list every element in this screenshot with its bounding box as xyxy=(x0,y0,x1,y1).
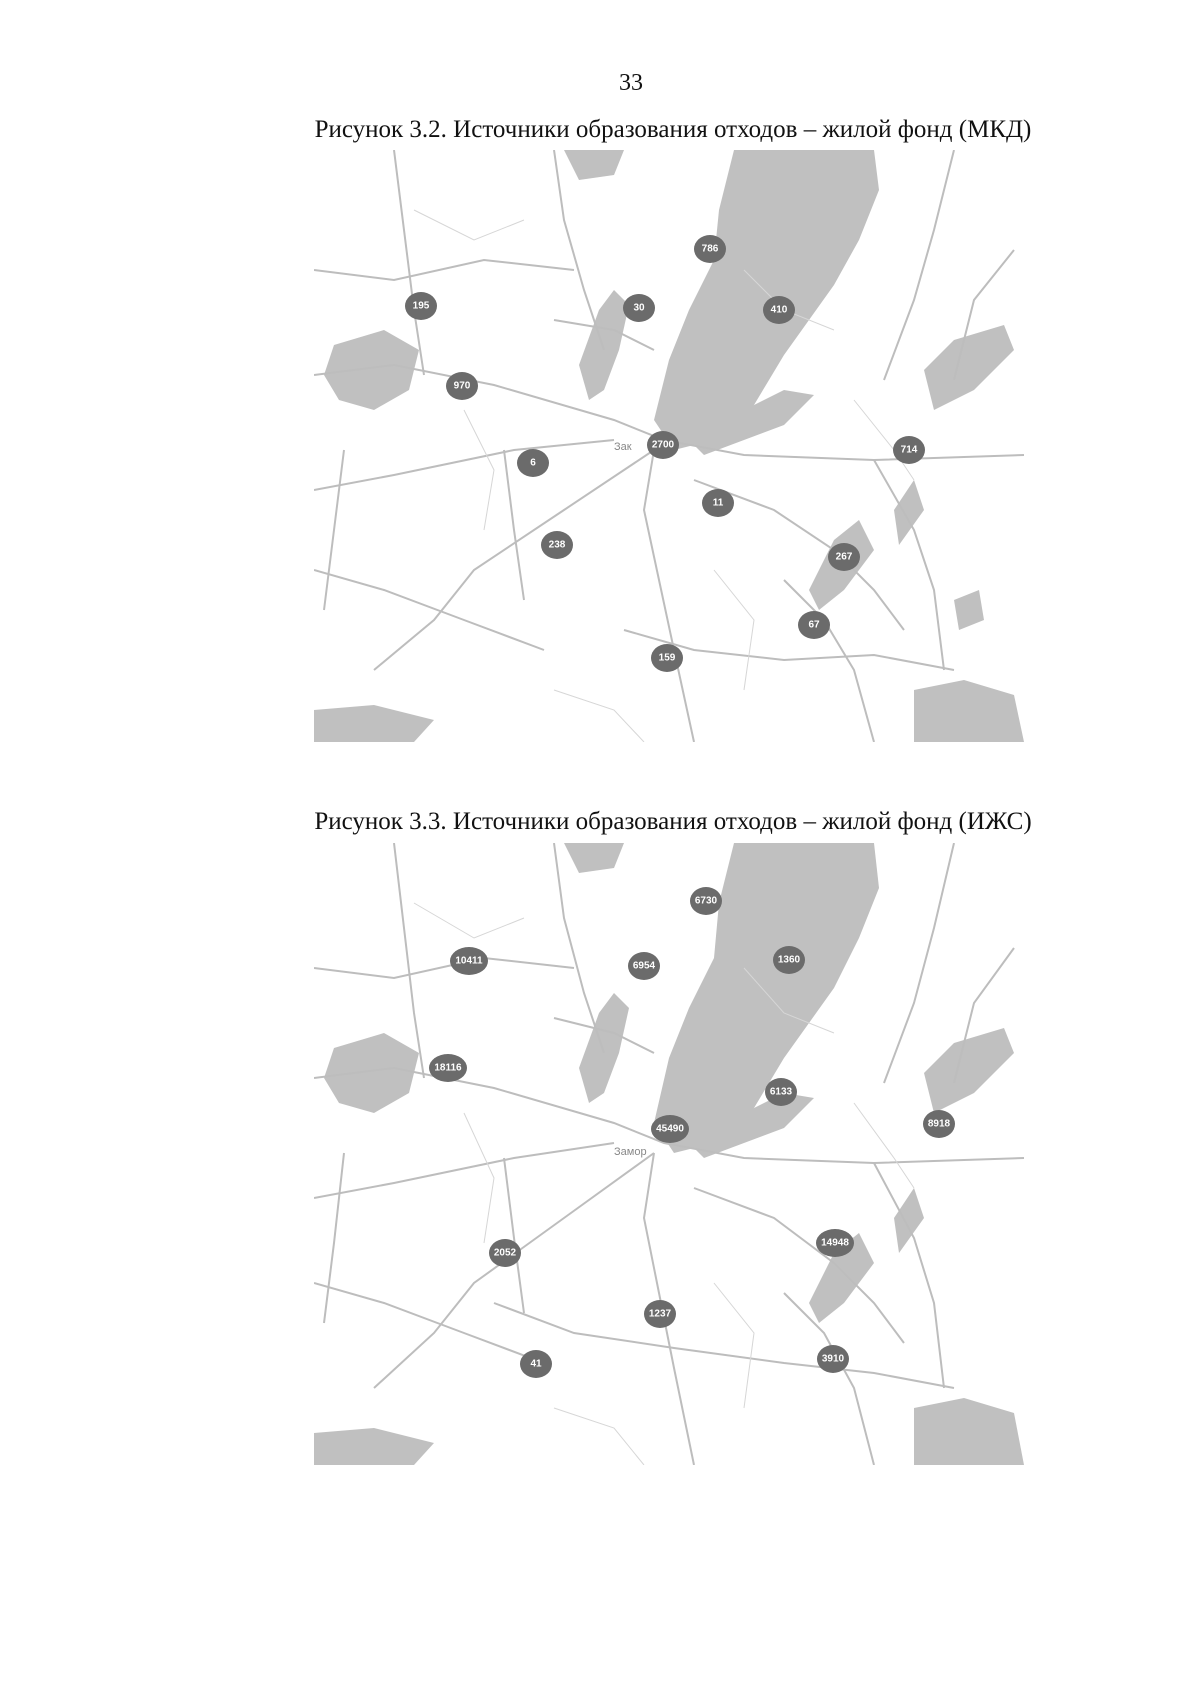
map-marker xyxy=(489,1239,521,1267)
marker-label: 195 xyxy=(412,300,430,312)
map-marker xyxy=(450,947,488,975)
map-marker xyxy=(816,1229,854,1257)
marker-label: 8918 xyxy=(927,1118,951,1130)
town-label: Зак xyxy=(614,441,632,453)
map-marker xyxy=(763,296,795,324)
map-marker xyxy=(690,887,722,915)
marker-label: 159 xyxy=(658,652,676,664)
marker-label: 6 xyxy=(530,457,536,469)
map-marker xyxy=(446,372,478,400)
marker-label: 2052 xyxy=(493,1247,517,1259)
marker-label: 67 xyxy=(808,619,820,631)
marker-label: 6954 xyxy=(632,960,656,972)
map-marker xyxy=(541,531,573,559)
marker-label: 11 xyxy=(712,497,724,509)
map-marker xyxy=(651,644,683,672)
map-marker xyxy=(651,1115,689,1143)
marker-label: 2700 xyxy=(651,439,675,451)
map-marker xyxy=(817,1345,849,1373)
marker-label: 970 xyxy=(453,380,471,392)
figure-caption-3-2: Рисунок 3.2. Источники образования отходов – жилой фонд (МКД) xyxy=(314,116,1032,143)
map-marker xyxy=(702,489,734,517)
map-marker xyxy=(773,946,805,974)
marker-label: 30 xyxy=(633,302,645,314)
marker-label: 714 xyxy=(900,444,918,456)
marker-label: 410 xyxy=(770,304,788,316)
map-figure-3-2 xyxy=(314,150,1024,742)
marker-label: 45490 xyxy=(656,1123,684,1135)
map-marker xyxy=(623,294,655,322)
marker-label: 10411 xyxy=(455,955,483,967)
map-marker xyxy=(429,1054,467,1082)
marker-label: 41 xyxy=(530,1358,542,1370)
map-figure-3-3 xyxy=(314,843,1024,1465)
town-label: Замор xyxy=(614,1146,647,1158)
marker-label: 786 xyxy=(701,243,719,255)
map-marker xyxy=(893,436,925,464)
map-marker xyxy=(923,1110,955,1138)
map-marker xyxy=(644,1300,676,1328)
marker-label: 267 xyxy=(835,551,853,563)
marker-label: 238 xyxy=(548,539,566,551)
marker-label: 1360 xyxy=(777,954,801,966)
map-marker xyxy=(405,292,437,320)
marker-label: 14948 xyxy=(821,1237,849,1249)
marker-label: 3910 xyxy=(821,1353,845,1365)
map-marker xyxy=(798,611,830,639)
marker-label: 1237 xyxy=(648,1308,672,1320)
marker-label: 6133 xyxy=(769,1086,793,1098)
map-marker xyxy=(520,1350,552,1378)
map-marker xyxy=(694,235,726,263)
page-number: 33 xyxy=(619,70,643,96)
map-marker xyxy=(628,952,660,980)
map-marker xyxy=(517,449,549,477)
marker-label: 18116 xyxy=(434,1062,462,1074)
map-marker xyxy=(765,1078,797,1106)
marker-label: 6730 xyxy=(694,895,718,907)
figure-caption-3-3: Рисунок 3.3. Источники образования отходов – жилой фонд (ИЖС) xyxy=(314,808,1032,835)
map-marker xyxy=(828,543,860,571)
map-marker xyxy=(647,431,679,459)
